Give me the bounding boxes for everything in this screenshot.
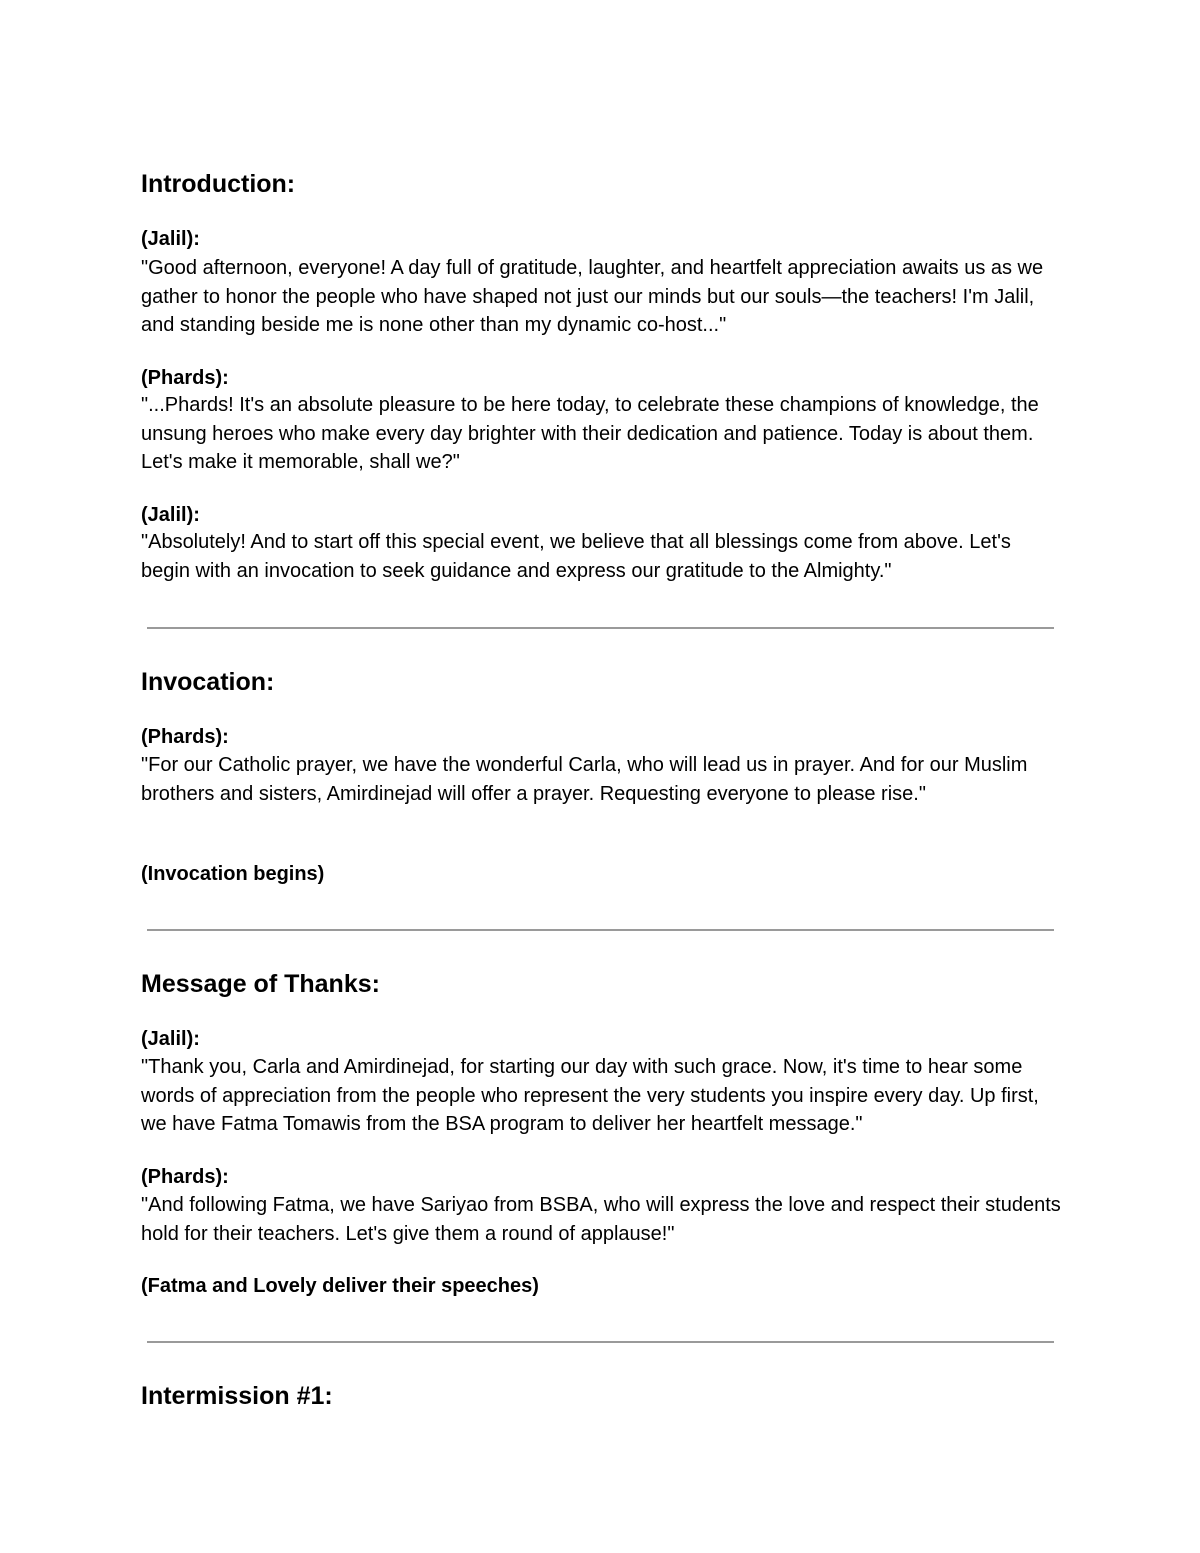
speaker-label: (Phards): — [141, 726, 229, 748]
section-title-introduction: Introduction: — [141, 170, 296, 198]
dialogue-paragraph: "Thank you, Carla and Amirdinejad, for starting our day with such grace. Now, it's time to hear some words of appreciation from the people who represent the very students you inspire every day. Up first, we have Fatma Tomawis from the BSA program to deliver her heartfelt message." — [141, 1056, 1039, 1136]
speaker-label: (Jalil): — [141, 504, 200, 526]
dialogue-paragraph: "For our Catholic prayer, we have the wonderful Carla, who will lead us in prayer. And for our Muslim brothers and sisters, Amirdinejad will offer a prayer. Requesting everyone to please rise." — [141, 754, 1028, 805]
dialogue-paragraph: "Good afternoon, everyone! A day full of gratitude, laughter, and heartfelt appreciation awaits us as we gather to honor the people who have shaped not just our minds but our souls—the teachers! I'm Jalil, and standing beside me is none other than my dynamic co-host..." — [141, 257, 1044, 337]
stage-direction: (Invocation begins) — [141, 863, 325, 885]
dialogue-paragraph: "...Phards! It's an absolute pleasure to be here today, to celebrate these champions of knowledge, the unsung heroes who make every day brighter with their dedication and patience. Today is about them. Let's make it memorable, shall we?" — [141, 394, 1039, 474]
horizontal-divider — [147, 929, 1054, 931]
section-title-invocation: Invocation: — [141, 668, 275, 696]
speaker-label: (Phards): — [141, 1166, 229, 1188]
horizontal-divider — [147, 627, 1054, 629]
section-title-message-of-thanks: Message of Thanks: — [141, 970, 380, 998]
dialogue-paragraph: "Absolutely! And to start off this special event, we believe that all blessings come from above. Let's begin with an invocation to seek guidance and express our gratitude to the Almighty." — [141, 531, 1011, 582]
stage-direction: (Fatma and Lovely deliver their speeches) — [141, 1275, 539, 1297]
horizontal-divider — [147, 1341, 1054, 1343]
speaker-label: (Jalil): — [141, 228, 200, 250]
dialogue-paragraph: "And following Fatma, we have Sariyao from BSBA, who will express the love and respect their students hold for their teachers. Let's give them a round of applause!" — [141, 1194, 1061, 1245]
section-title-intermission-1: Intermission #1: — [141, 1382, 333, 1410]
speaker-label: (Phards): — [141, 367, 229, 389]
speaker-label: (Jalil): — [141, 1028, 200, 1050]
